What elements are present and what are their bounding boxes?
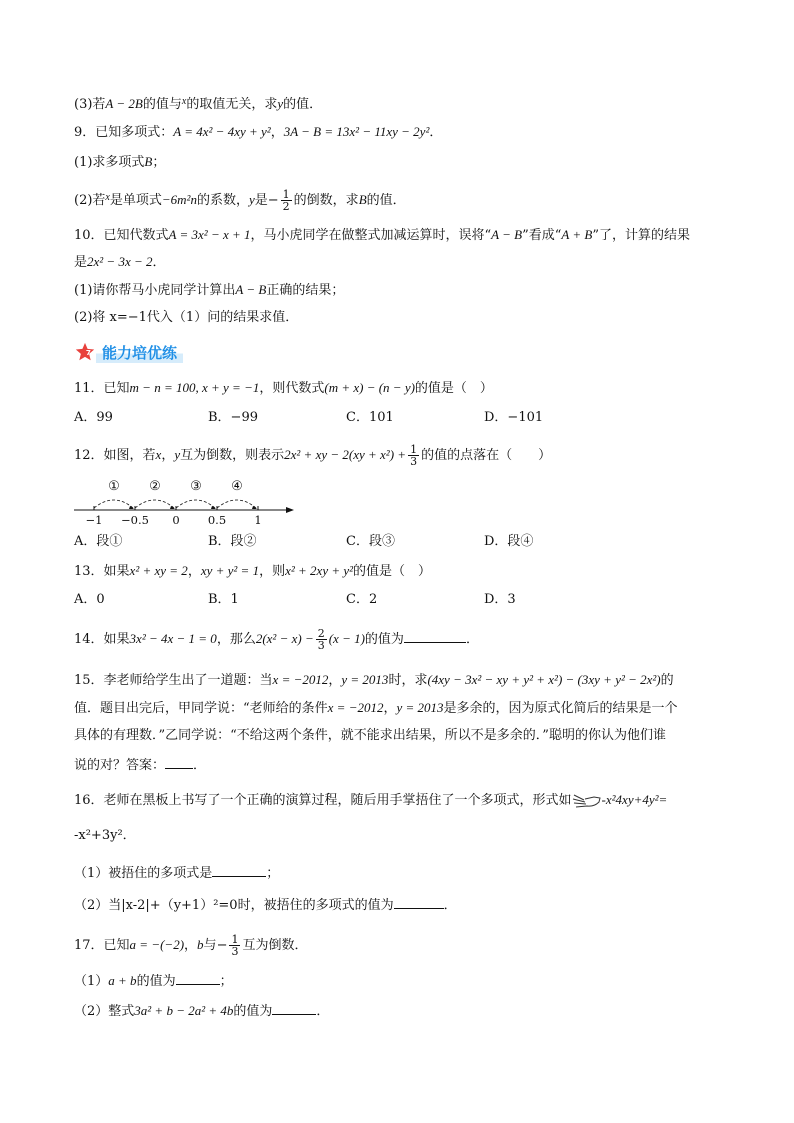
text: 时，求 [388,673,428,688]
tick-label: 0.5 [207,513,227,527]
q13-option-c: C．2 [346,592,378,607]
text: ， [270,125,284,140]
text: (3)若 [74,97,106,112]
text: 的倒数，求 [293,193,359,208]
q14-stem: 14．如果3x² − 4x − 1 = 0，那么2(x² − x) − $\frac{2}{3}$ (x − 1)的值为 ． [74,627,479,652]
math-var: y [248,192,255,207]
text: 是多余的，因为原式化简后的结果是一个 [443,701,678,716]
text: 的值是（ ） [414,381,493,396]
q13-option-b: B．1 [208,592,239,607]
q10-stem-line1 [74,225,754,246]
text: 的取值无关，求 [186,97,278,112]
segment-label-3: ③ [190,479,202,494]
math-expr: 3A − B = 13x² − 11xy − 2y² [283,124,430,139]
tick-label: 1 [254,513,262,527]
svg-text:7: 7 [85,348,92,358]
text: 正确的结果； [266,283,345,298]
text: ，那么 [216,632,256,647]
tick-label: −1 [85,513,103,527]
q9-part2 [74,188,754,212]
q10-part1 [74,280,754,301]
q8-part3 [74,92,754,115]
text: ． [429,125,443,140]
text: ， [161,448,175,463]
fraction [316,628,327,651]
q12-option-a: A．段① [74,534,123,549]
text: 的值． [366,193,406,208]
math-expr: x = −2012 [272,672,329,687]
math-expr: A − 2B [105,96,143,111]
math-expr: A − B [235,282,267,297]
text: 的值为 [233,1004,273,1019]
q10-stem-line2 [74,252,754,273]
q17-stem [74,934,754,957]
math-var: y [277,96,284,111]
text: ， [187,564,201,579]
q11-option-b: B．−99 [208,410,258,425]
text: ， [383,701,397,716]
arcs [94,500,256,508]
fraction [281,189,292,212]
text: 15．李老师给学生出了一道题：当 [74,673,273,688]
text: 14．如果 [74,632,130,647]
text: ． [443,898,457,913]
answer-blank[interactable] [404,628,466,643]
q17-part1: （1）a + b的值为 ； [74,970,754,992]
text: ； [152,155,166,170]
text: 的值的点落在（ ） [421,448,552,463]
math-expr: A = 3x² − x + 1 [168,227,251,242]
text: 值．题目出完后，甲同学说：“老师给的条件 [74,701,328,716]
text: 16．老师在黑板上书写了一个正确的演算过程，随后用手掌捂住了一个多项式，形式如 [74,793,572,808]
text: 17．已知 [74,938,130,953]
q15-line3: 具体的有理数．”乙同学说：“不给这两个条件，就不能求出结果，所以不是多余的．”聪明的你认为他们谁 [74,728,666,743]
text: 是 [254,193,268,208]
numerator: 1 [282,188,290,201]
text: 13．如果 [74,564,130,579]
text: ”了，计算的结果 [592,228,690,243]
axis-arrow [286,507,294,513]
text: 是单项式 [109,193,162,208]
text: ”看成“ [522,228,562,243]
math-expr: a = −(−2) [129,937,185,952]
segment-label-4: ④ [231,479,243,494]
math-expr: 3a² + b − 2a² + 4b [134,1003,234,1018]
text: ． [316,1004,330,1019]
denominator: 3 [410,455,418,468]
tick-label: 0 [172,513,180,527]
math-expr: 2(x² − x) − [255,631,314,646]
q11-stem [74,378,754,399]
math-sign: − [216,938,228,953]
arc-segment-1 [94,500,133,508]
q16-line2: -x²+3y²． [74,828,136,843]
fraction [229,934,240,957]
math-expr: -x²4xy+4y²= [601,792,668,807]
denominator: 3 [231,945,239,958]
math-var: x [105,192,110,203]
text: 的值为 [136,974,176,989]
q11-option-a: A．99 [74,410,113,425]
math-expr: x = −2012 [327,700,384,715]
text: 互为倒数，则表示 [180,448,285,463]
math-var: x [155,447,162,462]
q16-part2 [74,894,754,916]
q11-option-c: C．101 [346,410,394,425]
denominator: 2 [282,200,290,213]
q12-option-d: D．段④ [484,534,534,549]
q12-stem [74,444,754,467]
q16-part1 [74,862,754,884]
section-title: 能力培优练 [96,342,183,363]
tick-label: −0.5 [121,513,149,527]
math-expr: A + B [561,227,593,242]
text: ，马小虎同学在做整式加减运算时，误将“ [250,228,492,243]
q12-option-c: C．段③ [346,534,395,549]
number-line [74,478,304,528]
segment-label-1: ① [108,479,120,494]
fraction [408,444,419,467]
text: ，则 [259,564,286,579]
math-var: b [197,937,204,952]
text: （1）被捂住的多项式是 [74,866,213,881]
math-var: B [144,154,153,169]
arc-segment-2 [135,500,174,508]
text: 的系数， [196,193,249,208]
text: （1） [74,974,109,989]
text: （2）整式 [74,1004,135,1019]
math-expr: m − n = 100, x + y = −1 [129,380,260,395]
text: 是 [74,255,88,270]
math-expr: 3x² − 4x − 1 = 0 [129,631,217,646]
answer-blank[interactable] [272,1000,316,1015]
q13-option-a: A．0 [74,592,105,607]
section-header [74,340,183,364]
answer-blank[interactable] [176,970,220,985]
q15-line1 [74,670,754,691]
math-expr: 2x² − 3x − 2 [87,254,153,269]
hand-icon [572,791,602,811]
q15-line2 [74,698,754,719]
math-expr: (x − 1) [328,631,365,646]
math-expr: (m + x) − (n − y) [324,380,415,395]
numerator: 1 [231,933,239,946]
answer-blank[interactable] [394,894,444,909]
text: 的值． [283,97,323,112]
text: （2）当|x-2|+（y+1）²=0时，被捂住的多项式的值为 [74,898,394,913]
text: ， [184,938,198,953]
arc-segment-3 [176,500,215,508]
math-var: x [181,96,187,107]
q12-option-b: B．段② [208,534,257,549]
star-icon [74,341,96,363]
text: 的 [660,673,674,688]
math-expr: A = 4x² − 4xy + y² [173,124,271,139]
text: ， [328,673,342,688]
numerator: 2 [317,627,325,640]
text: 互为倒数． [242,938,308,953]
numerator: 1 [410,443,418,456]
math-expr: 2x² + xy − 2(xy + x²) + [284,447,407,462]
text: 说的对？答案： [74,758,166,773]
text: 与 [203,938,217,953]
math-expr: a + b [108,973,137,988]
q9-stem [74,122,754,143]
text: (2)若 [74,193,106,208]
math-expr: y = 2013 [396,700,444,715]
math-var: B [358,192,367,207]
math-sign: − [267,193,279,208]
answer-blank[interactable] [165,754,193,769]
text: (1)求多项式 [74,155,145,170]
denominator: 3 [317,639,325,652]
text: (1)请你帮马小虎同学计算出 [74,283,236,298]
text: ． [193,758,207,773]
q13-stem [74,561,754,582]
math-expr: (4xy − 3x² − xy + y² + x²) − (3xy + y² − 2x²) [427,672,661,687]
math-expr: x² + 2xy + y² [285,563,354,578]
math-expr: A − B [491,227,523,242]
text: ； [266,866,280,881]
math-expr: xy + y² = 1 [200,563,260,578]
text: 12．如图，若 [74,448,156,463]
text: ，则代数式 [259,381,325,396]
q15-line4 [74,754,754,776]
q17-part2 [74,1000,754,1022]
q16-line1 [74,790,754,811]
math-expr: −6m²n [161,192,197,207]
arc-segment-4 [217,500,256,508]
answer-blank[interactable] [212,862,266,877]
text: 的值与 [142,97,182,112]
math-expr: y = 2013 [341,672,389,687]
q10-part2: (2)将 x=−1代入（1）问的结果求值． [74,310,299,325]
text: 的值是（ ） [353,564,432,579]
text: 的值为 [364,632,404,647]
text: 10．已知代数式 [74,228,169,243]
q11-option-d: D．−101 [484,410,544,425]
text: 9．已知多项式： [74,125,174,140]
q9-part1 [74,152,754,173]
math-expr: x² + xy = 2 [129,563,188,578]
segment-label-2: ② [149,479,161,494]
text: 11．已知 [74,381,130,396]
math-var: y [174,447,181,462]
text: ． [152,255,166,270]
q13-option-d: D．3 [484,592,516,607]
